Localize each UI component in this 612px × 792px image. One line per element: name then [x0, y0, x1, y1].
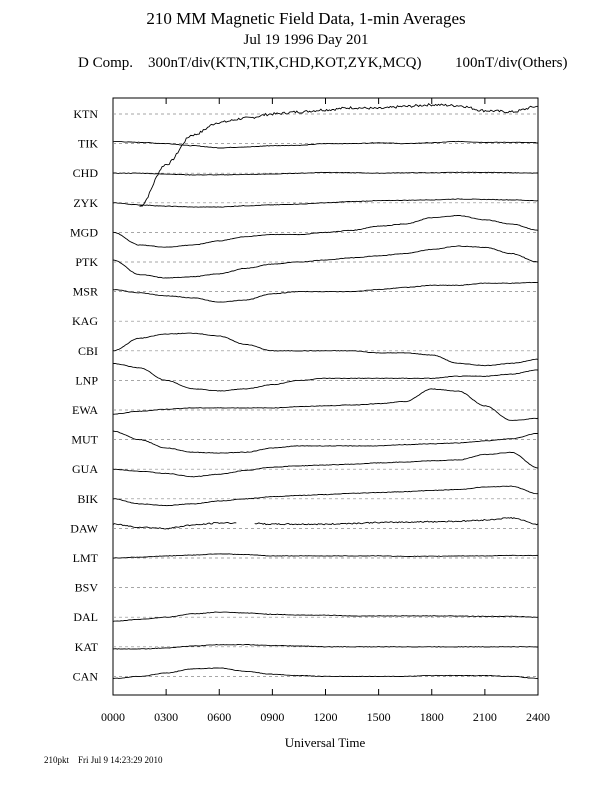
station-label-can: CAN [72, 669, 98, 684]
station-label-lmt: LMT [72, 551, 98, 565]
station-label-tik: TIK [78, 136, 98, 151]
station-label-lnp: LNP [75, 373, 98, 388]
trace-ktn [140, 104, 538, 207]
chart-date: Jul 19 1996 Day 201 [243, 32, 369, 48]
trace-mgd [113, 216, 538, 248]
trace-chd [113, 172, 538, 175]
station-label-kag: KAG [72, 314, 98, 329]
trace-tik [113, 141, 538, 148]
station-label-ptk: PTK [75, 255, 98, 269]
trace-daw-seg1 [113, 523, 236, 530]
x-tick-label: 1500 [366, 710, 391, 724]
trace-kat [113, 645, 538, 650]
trace-bik [113, 486, 538, 506]
station-label-zyk: ZYK [73, 195, 98, 210]
scale-other-label: 100nT/div(Others) [455, 55, 568, 71]
station-label-ktn: KTN [73, 107, 98, 121]
x-axis-label: Universal Time [284, 735, 366, 750]
station-label-msr: MSR [72, 284, 98, 299]
trace-ewa [113, 389, 538, 421]
trace-msr [113, 282, 538, 302]
x-tick-label: 2100 [472, 710, 497, 724]
station-label-gua: GUA [72, 462, 98, 477]
x-tick-label: 0300 [154, 710, 179, 724]
station-label-bik: BIK [77, 491, 98, 506]
footer-timestamp: Fri Jul 9 14:23:29 2010 [78, 755, 163, 765]
footer-stamp [44, 755, 163, 765]
trace-dal [113, 612, 538, 622]
trace-daw-seg2 [255, 518, 538, 525]
x-tick-label: 1200 [313, 710, 338, 724]
trace-can [113, 668, 538, 679]
trace-lnp [113, 364, 538, 392]
station-traces [113, 104, 538, 679]
station-labels [70, 107, 99, 683]
chart-title: 210 MM Magnetic Field Data, 1-min Averages [146, 9, 466, 28]
x-axis-ticks [101, 98, 550, 724]
station-label-dal: DAL [73, 610, 98, 625]
x-tick-label: 2400 [526, 710, 550, 724]
trace-cbi [113, 333, 538, 366]
trace-mut [113, 431, 538, 453]
plot-frame [113, 98, 538, 695]
station-label-chd: CHD [72, 166, 98, 181]
station-label-daw: DAW [70, 521, 98, 536]
station-label-ewa: EWA [72, 403, 98, 417]
station-label-kat: KAT [74, 639, 98, 654]
scale-primary-label: 300nT/div(KTN,TIK,CHD,KOT,ZYK,MCQ) [148, 55, 422, 71]
station-label-mgd: MGD [69, 225, 98, 240]
station-label-cbi: CBI [77, 343, 98, 358]
x-tick-label: 0900 [260, 710, 285, 724]
station-baselines [113, 114, 538, 676]
x-tick-label: 0000 [101, 710, 125, 724]
trace-gua [113, 452, 538, 477]
station-label-mut: MUT [71, 432, 98, 447]
x-tick-label: 0600 [207, 710, 232, 724]
trace-lmt [113, 554, 538, 558]
footer-program: 210pkt [44, 755, 70, 765]
x-tick-label: 1800 [419, 710, 444, 724]
station-label-bsv: BSV [74, 580, 98, 595]
component-label: D Comp. [78, 55, 134, 71]
